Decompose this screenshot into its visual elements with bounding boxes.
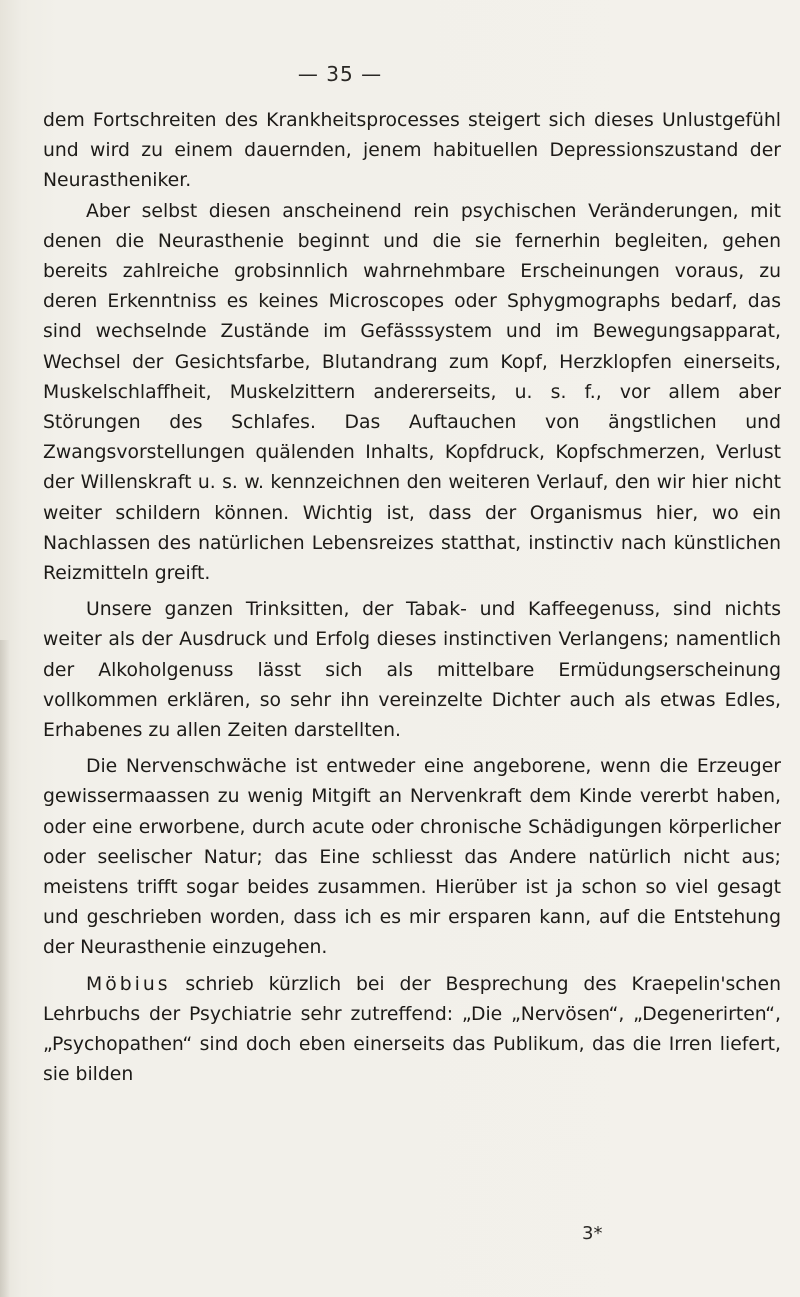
- paragraph-1: dem Fortschreiten des Krankheitsprocesses steigert sich dieses Unlustgefühl und wird zu einem dauernden, jenem habituellen Depressionszustand der Neurastheniker.: [43, 110, 781, 192]
- paragraph-2: Aber selbst diesen anscheinend rein psychischen Veränderungen, mit denen die Neurasthenie beginnt und die sie fernerhin begleiten, gehen bereits zahlreiche grobsinnlich wahrnehmbare Erscheinungen voraus, zu deren Erkenntniss es keines Microscopes oder Sphygmographs bedarf, das sind wechselnde Zustände im Gefässsystem und im Bewegungsapparat, Wechsel der Gesichtsfarbe, Blutandrang zum Kopf, Herzklopfen einerseits, Muskelschlaffheit, Muskelzittern andererseits, u. s. f., vor allem aber Störungen des Schlafes. Das Auftauchen von ängstlichen und Zwangsvorstellungen quälenden Inhalts, Kopfdruck, Kopfschmerzen, Verlust der Willenskraft u. s. w. kennzeichnen den weiteren Verlauf, den wir hier nicht weiter schildern können. Wichtig ist, dass der Organismus hier, wo ein Nachlassen des natürlichen Lebensreizes statthat, instinctiv nach künstlichen Reizmitteln greift.: [43, 200, 781, 585]
- paragraph-5-text: schrieb kürzlich bei der Besprechung des Kraepelin'schen Lehrbuchs der Psychiatrie sehr zutreffend: „Die „Nervösen“, „Degenerirten“, „Psychopathen“ sind doch eben einerseits das Publikum, das die Irren liefert, sie bilden: [43, 973, 781, 1086]
- paragraph-4: Die Nervenschwäche ist entweder eine angeborene, wenn die Erzeuger gewissermaassen zu wenig Mitgift an Nervenkraft dem Kinde vererbt haben, oder eine erworbene, durch acute oder chronische Schädigungen körperlicher oder seelischer Natur; das Eine schliesst das Andere natürlich nicht aus; meistens trifft sogar beides zusammen. Hierüber ist ja schon so viel gesagt und geschrieben worden, dass ich es mir ersparen kann, auf die Entstehung der Neurasthenie einzugehen.: [43, 756, 781, 959]
- author-name: Möbius: [86, 973, 171, 995]
- page-number: — 35 —: [297, 62, 383, 86]
- signature-mark: 3*: [582, 1223, 603, 1244]
- body-text: [43, 106, 781, 1091]
- binding-shadow: [0, 640, 10, 1297]
- paragraph-3: Unsere ganzen Trinksitten, der Tabak- und Kaffeegenuss, sind nichts weiter als der Ausdruck und Erfolg dieses instinctiven Verlangens; namentlich der Alkoholgenuss lässt sich als mittelbare Ermüdungserscheinung vollkommen erklären, so sehr ihn vereinzelte Dichter auch als etwas Edles, Erhabenes zu allen Zeiten darstellten.: [43, 599, 781, 742]
- paragraph-5: [43, 970, 781, 1091]
